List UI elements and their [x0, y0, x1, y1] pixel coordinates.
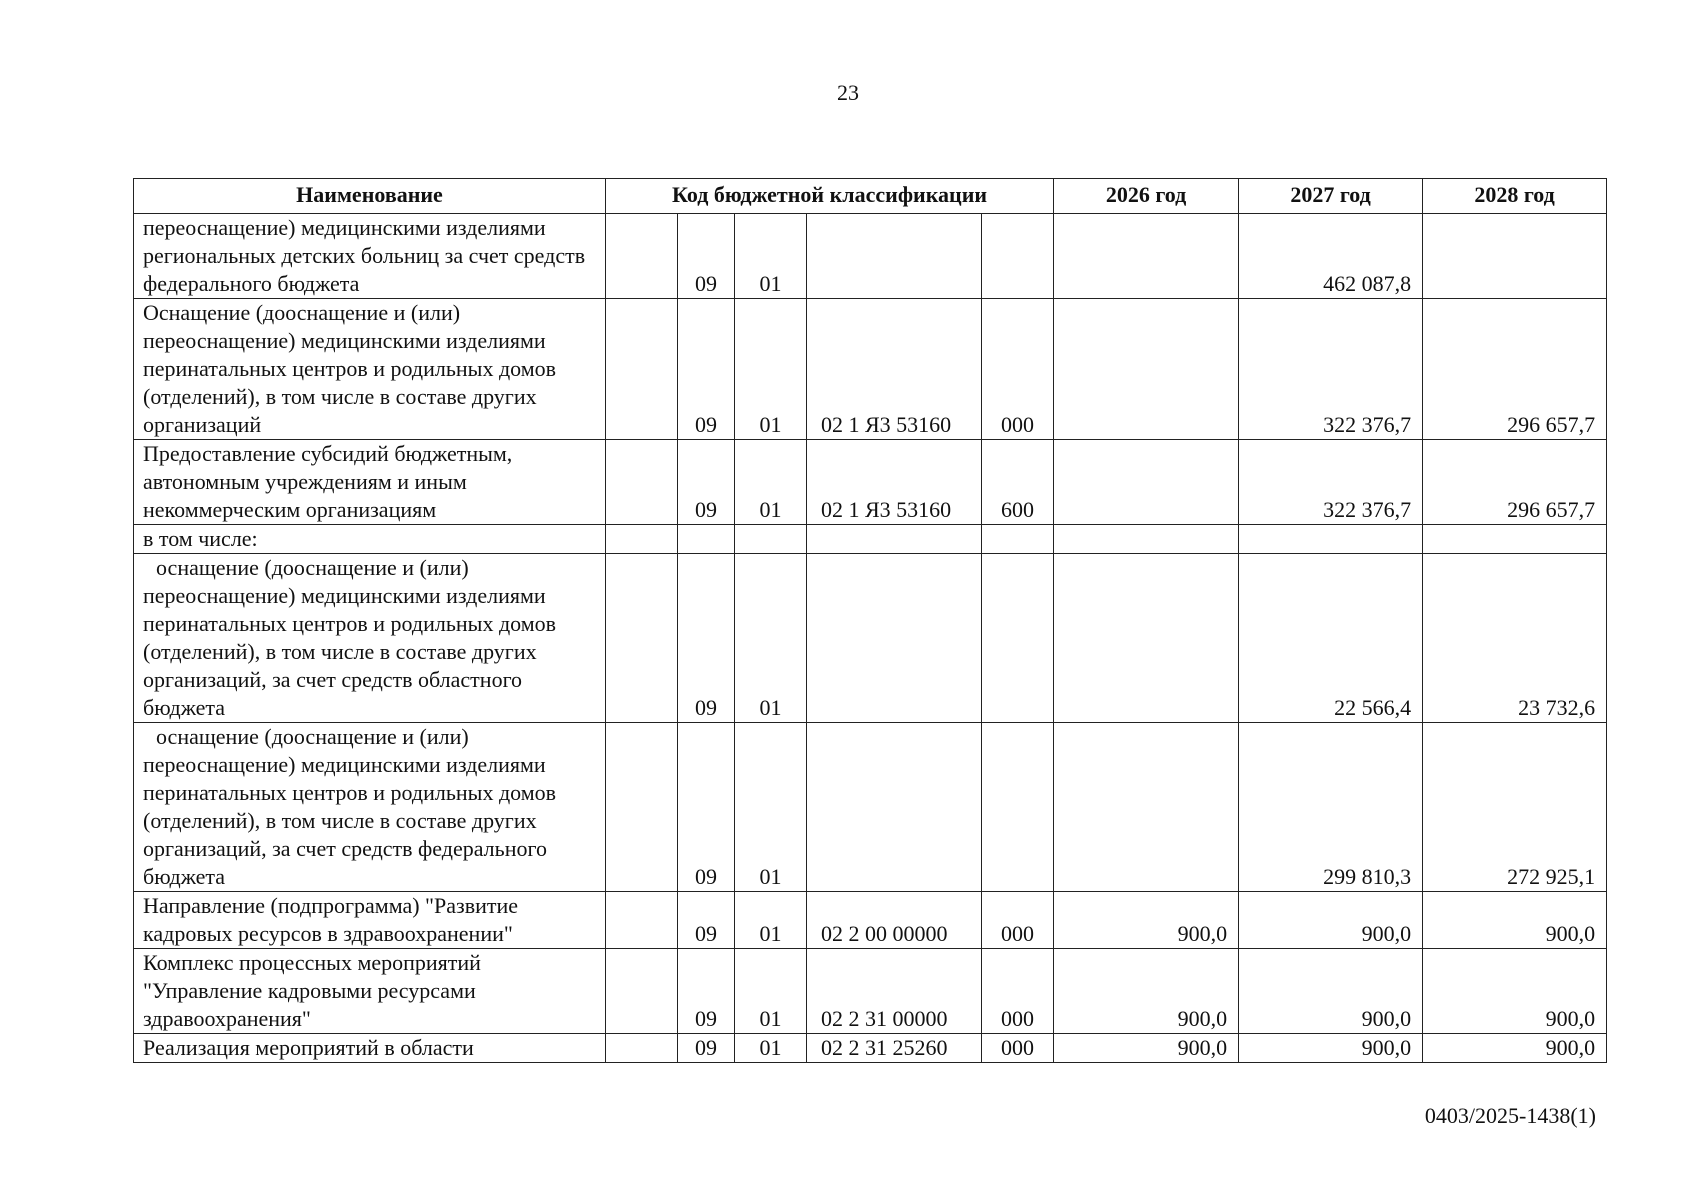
table-row: [134, 214, 1607, 299]
row-code-target: 02 2 00 00000: [807, 892, 982, 949]
row-name: Предоставление субсидий бюджетным, автономным учреждениям и иным некоммерческим организациям: [134, 440, 606, 525]
row-name: переоснащение) медицинскими изделиями региональных детских больниц за счет средств федерального бюджета: [134, 214, 606, 299]
row-2028: 900,0: [1423, 892, 1607, 949]
row-name: оснащение (дооснащение и (или) переоснащение) медицинскими изделиями перинатальных центров и родильных домов (отделений), в том числе в составе других организаций, за счет средств областного бюджета: [134, 554, 606, 723]
row-2028: [1423, 214, 1607, 299]
row-2027: 462 087,8: [1239, 214, 1423, 299]
row-code-target: 02 2 31 25260: [807, 1034, 982, 1063]
row-2028: 296 657,7: [1423, 299, 1607, 440]
row-code-section: 09: [678, 440, 735, 525]
row-name: Реализация мероприятий в области: [134, 1034, 606, 1063]
table-row: [134, 723, 1607, 892]
row-2026: 900,0: [1054, 892, 1239, 949]
row-code-section: 09: [678, 892, 735, 949]
row-2026: [1054, 723, 1239, 892]
row-2027: 299 810,3: [1239, 723, 1423, 892]
row-code-section: 09: [678, 299, 735, 440]
row-code-expense-type: [982, 525, 1054, 554]
header-code: Код бюджетной классификации: [606, 179, 1054, 214]
row-code-1: [606, 440, 678, 525]
row-2028: 272 925,1: [1423, 723, 1607, 892]
row-2027: [1239, 525, 1423, 554]
row-code-section: 09: [678, 214, 735, 299]
row-2028: 900,0: [1423, 949, 1607, 1034]
page-number: 23: [837, 80, 859, 105]
row-name: Оснащение (дооснащение и (или) переоснащение) медицинскими изделиями перинатальных центров и родильных домов (отделений), в том числе в составе других организаций: [134, 299, 606, 440]
table-row: [134, 525, 1607, 554]
row-code-subsection: 01: [735, 554, 807, 723]
row-2028: 296 657,7: [1423, 440, 1607, 525]
row-code-subsection: 01: [735, 1034, 807, 1063]
row-name: Комплекс процессных мероприятий "Управление кадровыми ресурсами здравоохранения": [134, 949, 606, 1034]
row-code-1: [606, 299, 678, 440]
row-code-1: [606, 723, 678, 892]
row-code-section: 09: [678, 1034, 735, 1063]
row-name: оснащение (дооснащение и (или) переоснащение) медицинскими изделиями перинатальных центров и родильных домов (отделений), в том числе в составе других организаций, за счет средств федерального бюджета: [134, 723, 606, 892]
row-code-subsection: 01: [735, 214, 807, 299]
row-2026: [1054, 554, 1239, 723]
row-code-expense-type: 600: [982, 440, 1054, 525]
row-code-target: [807, 723, 982, 892]
row-code-expense-type: 000: [982, 949, 1054, 1034]
header-2026: 2026 год: [1054, 179, 1239, 214]
row-code-subsection: 01: [735, 723, 807, 892]
row-code-section: 09: [678, 723, 735, 892]
row-2027: 900,0: [1239, 892, 1423, 949]
budget-table: [133, 178, 1607, 1063]
row-2028: 23 732,6: [1423, 554, 1607, 723]
row-2027: 900,0: [1239, 1034, 1423, 1063]
row-code-section: [678, 525, 735, 554]
table-row: [134, 1034, 1607, 1063]
row-2026: 900,0: [1054, 1034, 1239, 1063]
row-code-1: [606, 892, 678, 949]
row-code-1: [606, 525, 678, 554]
row-code-1: [606, 554, 678, 723]
header-name: Наименование: [134, 179, 606, 214]
table-row: [134, 554, 1607, 723]
row-code-target: 02 2 31 00000: [807, 949, 982, 1034]
row-code-subsection: [735, 525, 807, 554]
row-code-subsection: 01: [735, 299, 807, 440]
row-2027: 22 566,4: [1239, 554, 1423, 723]
row-code-subsection: 01: [735, 892, 807, 949]
row-code-expense-type: 000: [982, 1034, 1054, 1063]
row-2026: [1054, 214, 1239, 299]
header-2027: 2027 год: [1239, 179, 1423, 214]
row-code-expense-type: [982, 723, 1054, 892]
row-code-1: [606, 949, 678, 1034]
row-2028: [1423, 525, 1607, 554]
row-code-target: [807, 525, 982, 554]
table-row: [134, 440, 1607, 525]
row-code-expense-type: [982, 554, 1054, 723]
header-row: [134, 179, 1607, 214]
row-code-1: [606, 1034, 678, 1063]
row-code-expense-type: [982, 214, 1054, 299]
row-2028: 900,0: [1423, 1034, 1607, 1063]
row-2026: 900,0: [1054, 949, 1239, 1034]
row-name: в том числе:: [134, 525, 606, 554]
row-code-expense-type: 000: [982, 892, 1054, 949]
row-2027: 322 376,7: [1239, 440, 1423, 525]
row-code-target: [807, 214, 982, 299]
row-code-section: 09: [678, 554, 735, 723]
row-code-subsection: 01: [735, 949, 807, 1034]
table-row: [134, 949, 1607, 1034]
header-2028: 2028 год: [1423, 179, 1607, 214]
row-code-target: [807, 554, 982, 723]
row-2026: [1054, 525, 1239, 554]
row-name: Направление (подпрограмма) "Развитие кадровых ресурсов в здравоохранении": [134, 892, 606, 949]
table-row: [134, 892, 1607, 949]
row-2026: [1054, 440, 1239, 525]
table-row: [134, 299, 1607, 440]
table-body: [134, 214, 1607, 1063]
document-registration-code: 0403/2025-1438(1): [1424, 1103, 1596, 1128]
row-code-target: 02 1 Я3 53160: [807, 299, 982, 440]
row-code-target: 02 1 Я3 53160: [807, 440, 982, 525]
row-2027: 900,0: [1239, 949, 1423, 1034]
row-code-1: [606, 214, 678, 299]
row-code-expense-type: 000: [982, 299, 1054, 440]
row-2026: [1054, 299, 1239, 440]
row-code-section: 09: [678, 949, 735, 1034]
row-2027: 322 376,7: [1239, 299, 1423, 440]
row-code-subsection: 01: [735, 440, 807, 525]
